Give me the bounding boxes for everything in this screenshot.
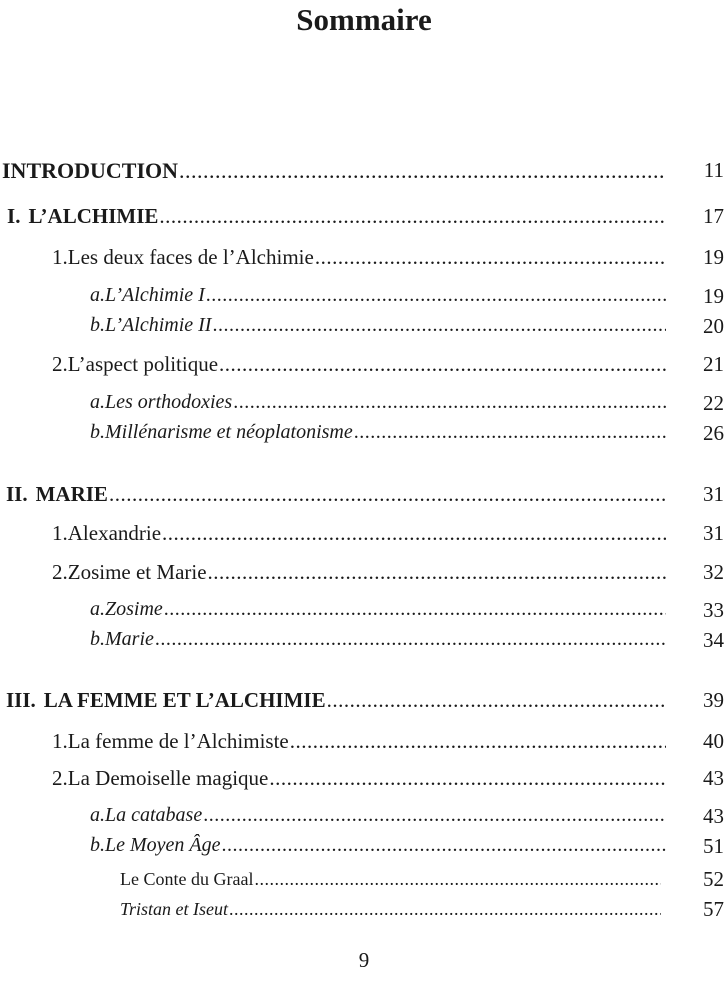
toc-leader-dots	[162, 521, 666, 546]
toc-entry-chapter[interactable]	[52, 521, 666, 546]
toc-entry-number: I.	[7, 204, 21, 228]
toc-entry-page: 31	[703, 482, 724, 506]
toc-leader-dots	[219, 352, 666, 377]
toc-entry-page: 33	[703, 598, 724, 622]
toc-entry-label: Millénarisme et néoplatonisme	[105, 421, 353, 443]
toc-entry-label: Zosime	[105, 598, 163, 620]
toc-entry-chapter[interactable]	[52, 352, 666, 377]
toc-entry-section[interactable]	[90, 391, 666, 414]
toc-leader-dots	[208, 560, 666, 585]
toc-entry-label: MARIE	[35, 482, 108, 506]
toc-leader-dots	[212, 314, 666, 337]
toc-entry-page: 31	[703, 521, 724, 545]
toc-leader-dots	[354, 421, 666, 444]
toc-leader-dots	[164, 598, 666, 621]
toc-leader-dots	[222, 834, 666, 857]
toc-entry-page: 19	[703, 245, 724, 269]
toc-entry-introduction[interactable]	[2, 158, 666, 184]
toc-entry-page: 19	[703, 284, 724, 308]
toc-entry-chapter[interactable]	[52, 766, 666, 791]
toc-entry-chapter[interactable]	[52, 245, 666, 270]
toc-entry-part-1[interactable]	[6, 204, 666, 229]
toc-entry-part-2[interactable]	[6, 482, 666, 507]
toc-entry-number: 2.	[52, 560, 68, 584]
toc-entry-section[interactable]	[90, 284, 666, 307]
toc-entry-page: 52	[703, 867, 724, 891]
toc-entry-page: 57	[703, 897, 724, 921]
toc-entry-page: 34	[703, 628, 724, 652]
toc-entry-label: La Demoiselle magique	[67, 766, 269, 790]
toc-entry-number: 2.	[52, 352, 68, 376]
toc-entry-number: b.	[90, 314, 105, 336]
toc-entry-section[interactable]	[90, 314, 666, 337]
toc-leader-dots	[159, 204, 666, 229]
toc-leader-dots	[254, 869, 661, 890]
toc-entry-subsection[interactable]	[120, 899, 661, 920]
toc-leader-dots	[109, 482, 666, 507]
toc-entry-section[interactable]	[90, 598, 666, 621]
toc-entry-section[interactable]	[90, 421, 666, 444]
toc-entry-page: 43	[703, 804, 724, 828]
toc-entry-number: a.	[90, 391, 105, 413]
toc-entry-number: II.	[6, 482, 28, 506]
toc-entry-label: L’ALCHIMIE	[28, 204, 159, 228]
toc-entry-number: 1.	[52, 729, 68, 753]
toc-entry-page: 17	[703, 204, 724, 228]
toc-entry-number: b.	[90, 421, 105, 443]
toc-leader-dots	[327, 688, 666, 713]
toc-leader-dots	[206, 284, 666, 307]
toc-entry-label: INTRODUCTION	[2, 158, 179, 183]
toc-entry-subsection[interactable]	[120, 869, 661, 890]
toc-entry-label: Tristan et Iseut	[120, 899, 229, 919]
toc-entry-part-3[interactable]	[6, 688, 666, 713]
toc-entry-label: La catabase	[105, 804, 203, 826]
toc-leader-dots	[155, 628, 666, 651]
toc-entry-label: Alexandrie	[67, 521, 162, 545]
toc-entry-number: 1.	[52, 245, 68, 269]
toc-leader-dots	[315, 245, 666, 270]
toc-leader-dots	[233, 391, 666, 414]
toc-entry-section[interactable]	[90, 628, 666, 651]
toc-entry-label: L’Alchimie II	[105, 314, 212, 336]
toc-entry-page: 21	[703, 352, 724, 376]
toc-leader-dots	[179, 158, 666, 184]
toc-leader-dots	[203, 804, 666, 827]
page-number: 9	[358, 948, 370, 972]
toc-entry-label: Le Moyen Âge	[105, 834, 221, 856]
toc-entry-number: b.	[90, 834, 105, 856]
toc-entry-page: 39	[703, 688, 724, 712]
toc-entry-label: La femme de l’Alchimiste	[67, 729, 289, 753]
toc-entry-page: 32	[703, 560, 724, 584]
toc-entry-label: Les orthodoxies	[105, 391, 233, 413]
toc-entry-label: L’Alchimie I	[105, 284, 205, 306]
toc-entry-page: 20	[703, 314, 724, 338]
toc-entry-number: III.	[6, 688, 36, 712]
toc-leader-dots	[269, 766, 666, 791]
toc-entry-number: a.	[90, 284, 105, 306]
toc-entry-page: 43	[703, 766, 724, 790]
toc-entry-label: Le Conte du Graal	[120, 869, 254, 889]
toc-entry-number: a.	[90, 598, 105, 620]
toc-entry-number: b.	[90, 628, 105, 650]
toc-entry-chapter[interactable]	[52, 729, 666, 754]
toc-entry-section[interactable]	[90, 804, 666, 827]
toc-entry-label: Zosime et Marie	[67, 560, 207, 584]
toc-entry-label: Les deux faces de l’Alchimie	[67, 245, 314, 269]
toc-leader-dots	[290, 729, 666, 754]
page-title: Sommaire	[296, 2, 432, 37]
toc-leader-dots	[229, 899, 661, 920]
toc-entry-page: 51	[703, 834, 724, 858]
toc-entry-chapter[interactable]	[52, 560, 666, 585]
toc-entry-section[interactable]	[90, 834, 666, 857]
toc-entry-page: 40	[703, 729, 724, 753]
toc-entry-page: 26	[703, 421, 724, 445]
toc-entry-label: L’aspect politique	[67, 352, 219, 376]
toc-entry-number: 1.	[52, 521, 68, 545]
toc-entry-page: 22	[703, 391, 724, 415]
toc-entry-number: a.	[90, 804, 105, 826]
toc-entry-number: 2.	[52, 766, 68, 790]
toc-entry-label: LA FEMME ET L’ALCHIMIE	[43, 688, 326, 712]
toc-entry-page: 11	[703, 158, 724, 182]
toc-entry-label: Marie	[105, 628, 154, 650]
